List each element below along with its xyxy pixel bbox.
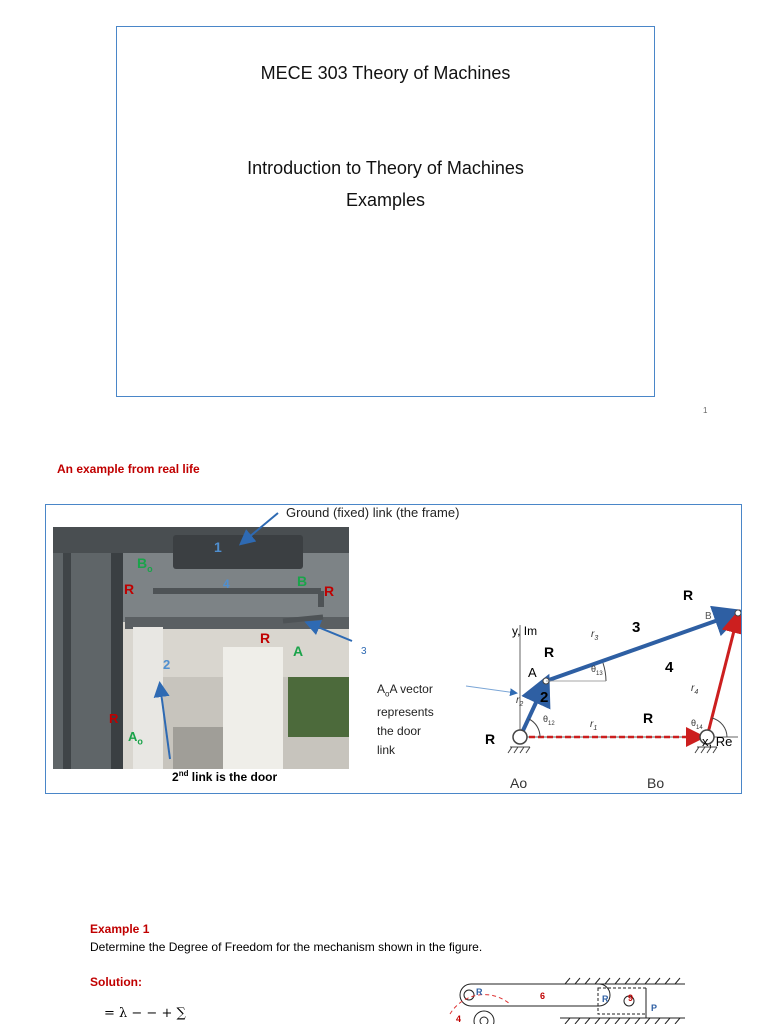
photo-label-ao: $A_o$: [128, 729, 143, 747]
point-b-label: B: [705, 611, 712, 622]
pivot-bo-r: R: [643, 710, 654, 726]
r3-label: $r_3$: [591, 629, 599, 642]
link-3-label: 3: [632, 619, 641, 636]
section-heading: An example from real life: [57, 462, 200, 476]
fig-label-ro: R: [602, 994, 609, 1004]
photo-label-1: 1: [214, 539, 222, 555]
slide-subheading: Examples: [345, 190, 426, 210]
arrow-to-link-3: [308, 623, 352, 641]
page-number: 1: [703, 406, 708, 415]
point-a-label: A: [528, 665, 537, 680]
link-4-label: 4: [665, 659, 674, 676]
joint-b-r: R: [683, 587, 694, 603]
course-title: MECE 303 Theory of Machines: [260, 63, 511, 83]
fig-label-6: 6: [540, 991, 546, 1001]
angle-arc-13: [603, 663, 606, 681]
pivot-ao-r: R: [485, 731, 496, 747]
photo-label-r: R: [124, 581, 135, 597]
r4-label: $r_4$: [691, 683, 699, 696]
fig-label-4: 4: [456, 1014, 462, 1024]
photo-label-r-ao: R: [109, 711, 119, 726]
ground-link-label: Ground (fixed) link (the frame): [286, 505, 460, 520]
example-title: Example 1: [90, 922, 150, 936]
photo-label-4: 4: [223, 577, 230, 591]
photo-label-a: A: [293, 643, 304, 659]
theta12-label: $\theta_{12}$: [543, 714, 555, 727]
title-slide: [116, 26, 655, 397]
solution-label: Solution:: [90, 975, 142, 989]
x-axis-label: x, Re: [702, 734, 733, 749]
joint-b: [735, 610, 741, 616]
ground-symbol-ao: [508, 747, 530, 753]
fig-label-9: 9: [628, 993, 634, 1003]
arrow-to-door: [160, 685, 170, 759]
angle-arc-12: [529, 719, 540, 737]
joint-a-r: R: [544, 644, 555, 660]
vector-note: $A_oA$ vector represents the door link: [377, 682, 434, 758]
link-2-label: 2: [540, 689, 549, 706]
fig-label-r1: R: [476, 987, 483, 997]
photo-label-r-b: R: [324, 583, 335, 599]
example-text: Determine the Degree of Freedom for the mechanism shown in the figure.: [90, 940, 483, 954]
real-life-example-slide: [45, 504, 742, 794]
link-3-number: 3: [361, 646, 367, 657]
bo-label: Bo: [647, 775, 665, 791]
photo-label-b: B: [297, 573, 308, 589]
link-4-vector: [707, 615, 738, 737]
dof-formula: = λ − − + ∑: [104, 1006, 186, 1021]
ao-label: Ao: [510, 775, 528, 791]
pivot-ao: [513, 730, 527, 744]
mechanism-figure: [440, 974, 700, 1024]
fig-label-p: P: [651, 1003, 658, 1013]
theta14-label: $\theta_{14}$: [691, 718, 703, 731]
four-bar-diagram: [476, 585, 742, 794]
link-3-vector: [546, 613, 738, 681]
y-axis-label: y, Im: [512, 624, 538, 638]
photo-label-2: 2: [163, 657, 171, 672]
theta13-label: $\theta_{13}$: [591, 664, 603, 677]
photo-label-r-a: R: [260, 630, 271, 646]
slide-heading: Introduction to Theory of Machines: [247, 158, 524, 178]
door-caption: 2nd link is the door: [172, 769, 278, 784]
r1-label: $r_1$: [590, 719, 598, 732]
arrow-to-ground: [242, 513, 278, 543]
r2-label: $r_2$: [516, 695, 524, 708]
photo-label-bo: $B_o$: [137, 555, 153, 574]
